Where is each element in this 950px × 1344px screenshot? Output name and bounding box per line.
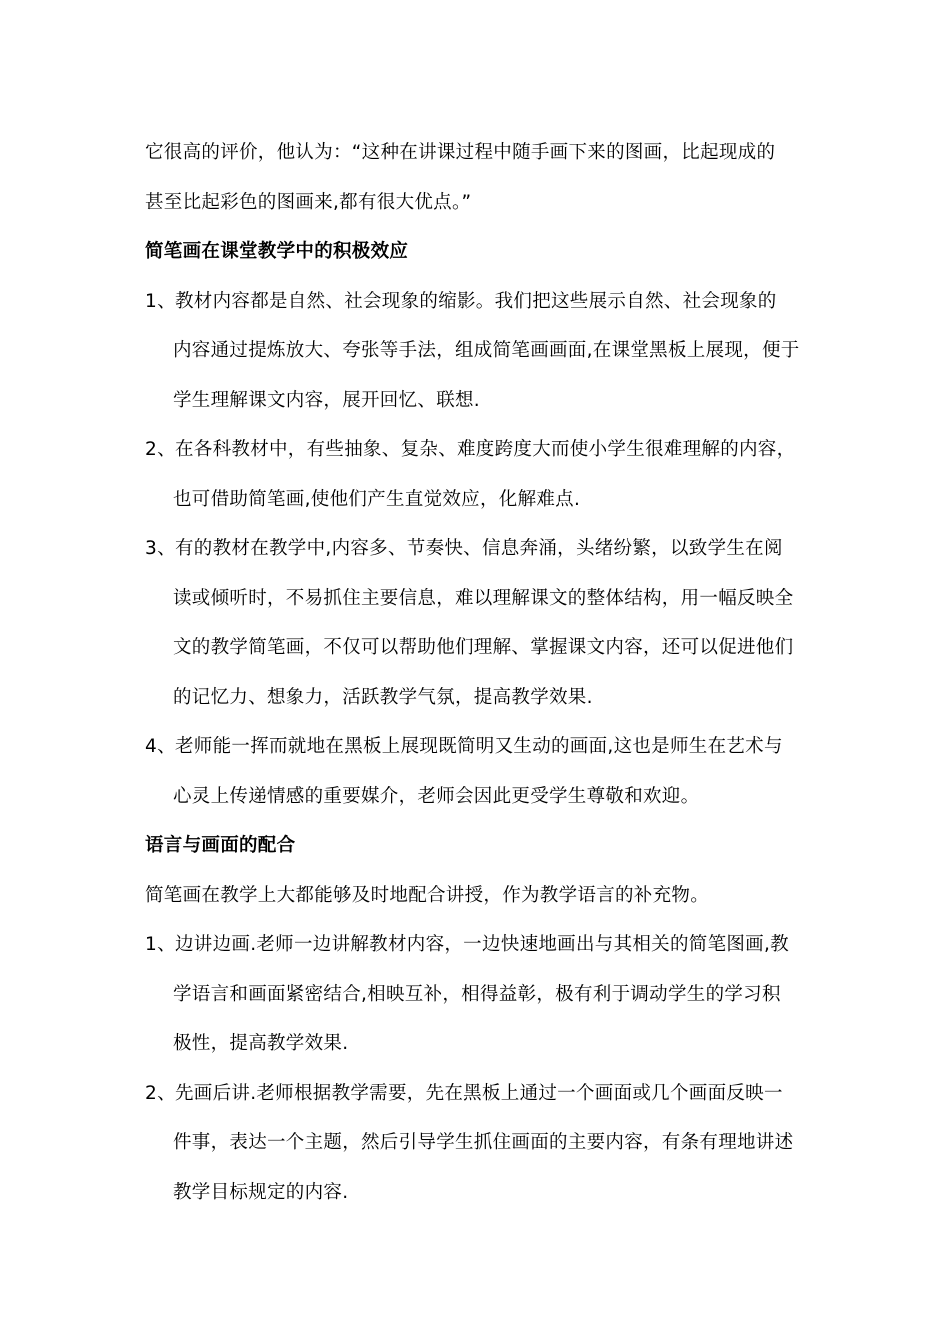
list-item-continuation: 也可借助简笔画,使他们产生直觉效应，化解难点.	[173, 488, 581, 510]
list-item-continuation: 学生理解课文内容，展开回忆、联想.	[173, 389, 480, 411]
section-heading-language-and-picture: 语言与画面的配合	[145, 835, 296, 856]
list-item-continuation: 极性，提高教学效果.	[173, 1033, 349, 1054]
intro-line-2: 甚至比起彩色的图画来,都有很大优点。”	[145, 191, 472, 213]
list-item-line	[145, 425, 825, 475]
list-item-continuation: 的记忆力、想象力，活跃教学气氛，提高教学效果.	[173, 686, 593, 708]
list-item-text: 边讲边画.老师一边讲解教材内容，一边快速地画出与其相关的简笔图画,教	[175, 934, 789, 955]
list-item-text: 先画后讲.老师根据教学需要，先在黑板上通过一个画面或几个画面反映一	[175, 1082, 783, 1104]
list-item-continuation: 文的教学简笔画，不仅可以帮助他们理解、掌握课文内容，还可以促进他们	[173, 637, 794, 658]
list-item-continuation: 教学目标规定的内容.	[173, 1181, 349, 1203]
list-item-number: 1、	[145, 290, 176, 312]
list-item-continuation: 内容通过提炼放大、夸张等手法，组成简笔画画面,在课堂黑板上展现，便于	[173, 340, 800, 361]
list-item-text: 有的教材在教学中,内容多、节奏快、信息奔涌，头绪纷繁，以致学生在阅	[175, 538, 783, 559]
intro-line-1: 它很高的评价，他认为：“这种在讲课过程中随手画下来的图画，比起现成的	[145, 142, 776, 163]
list-item-text: 老师能一挥而就地在黑板上展现既简明又生动的画面,这也是师生在艺术与	[175, 736, 783, 757]
document-page	[145, 128, 825, 1217]
list-item-number: 3、	[145, 538, 176, 559]
list-item-continuation: 学语言和画面紧密结合,相映互补，相得益彰，极有利于调动学生的学习积	[173, 983, 781, 1005]
list-item-number: 2、	[145, 1082, 176, 1104]
list-item-continuation: 心灵上传递情感的重要媒介，老师会因此更受学生尊敬和欢迎。	[173, 785, 700, 807]
list-item-number: 4、	[145, 736, 176, 757]
list-item-continuation: 件事，表达一个主题，然后引导学生抓住画面的主要内容，有条有理地讲述	[173, 1132, 794, 1153]
section-heading-positive-effects: 简笔画在课堂教学中的积极效应	[145, 241, 409, 262]
list-item-number: 1、	[145, 934, 176, 955]
section-intro-paragraph: 简笔画在教学上大都能够及时地配合讲授，作为教学语言的补充物。	[145, 884, 710, 906]
list-item-line	[145, 722, 825, 772]
list-item-continuation: 读或倾听时，不易抓住主要信息，难以理解课文的整体结构，用一幅反映全	[173, 587, 794, 609]
list-item-line	[145, 920, 825, 970]
list-item-line	[145, 277, 825, 327]
list-item-text: 教材内容都是自然、社会现象的缩影。我们把这些展示自然、社会现象的	[175, 290, 777, 312]
list-item-line	[145, 1069, 825, 1119]
list-item-line	[145, 524, 825, 574]
list-item-number: 2、	[145, 439, 176, 460]
list-item-text: 在各科教材中，有些抽象、复杂、难度跨度大而使小学生很难理解的内容，	[175, 439, 796, 460]
